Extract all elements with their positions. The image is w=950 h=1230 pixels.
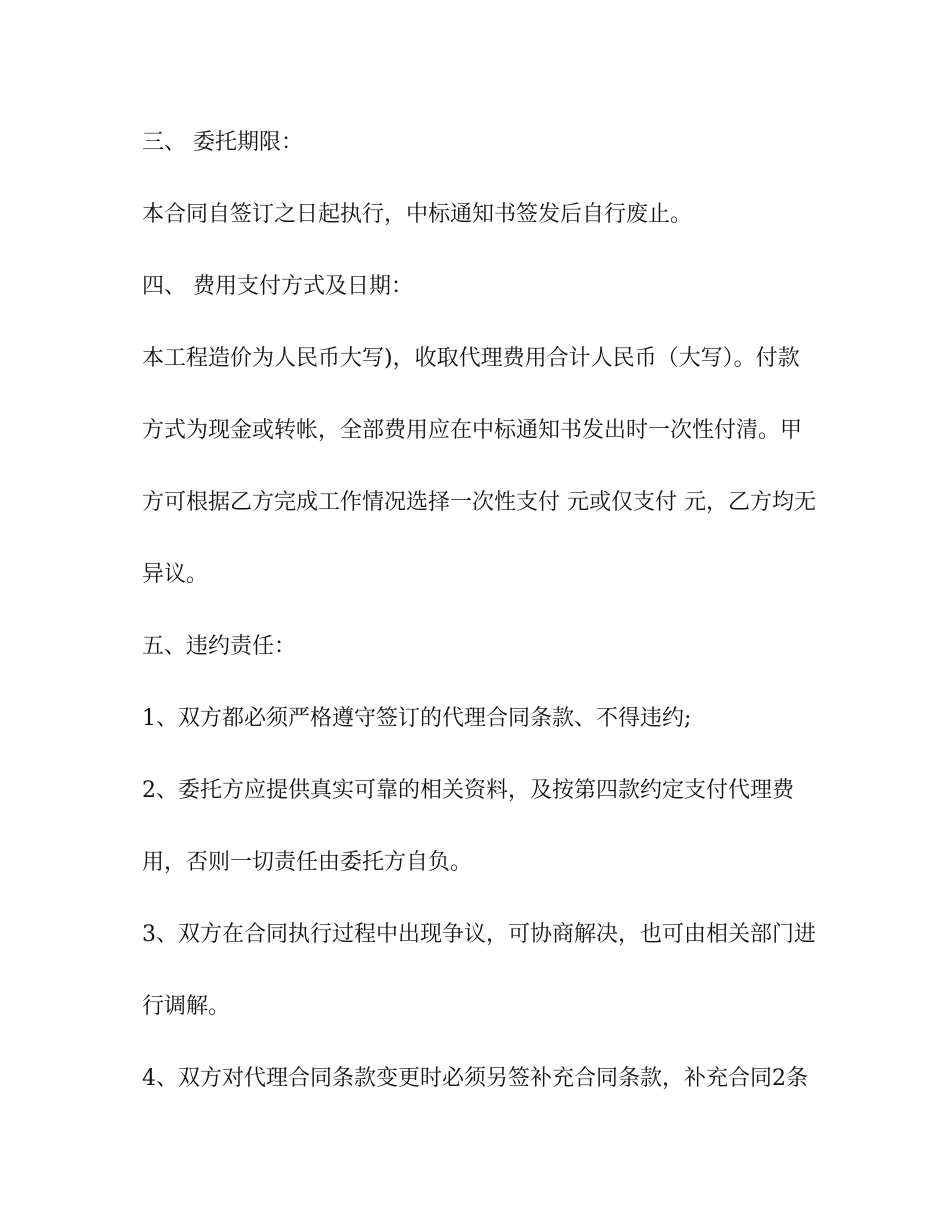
- section-heading-payment: 四、 费用支付方式及日期：: [142, 274, 413, 299]
- paragraph-line: 用，否则一切责任由委托方自负。: [142, 850, 473, 875]
- paragraph-line: 异议。: [142, 562, 209, 587]
- paragraph-line: 方式为现金或转帐，全部费用应在中标通知书发出时一次性付清。甲: [142, 418, 803, 443]
- clause-item: 1、双方都必须严格遵守签订的代理合同条款、不得违约;: [142, 706, 692, 731]
- clause-item: 3、双方在合同执行过程中出现争议，可协商解决，也可由相关部门进: [142, 922, 816, 947]
- clause-item: 4、双方对代理合同条款变更时必须另签补充合同条款，补充合同2条: [142, 1066, 808, 1091]
- section-heading-entrust-period: 三、 委托期限：: [142, 130, 303, 155]
- paragraph-line: 方可根据乙方完成工作情况选择一次性支付 元或仅支付 元，乙方均无: [142, 490, 816, 515]
- clause-item: 2、委托方应提供真实可靠的相关资料，及按第四款约定支付代理费: [142, 778, 794, 803]
- section-heading-breach-liability: 五、违约责任：: [142, 634, 297, 659]
- paragraph-line: 本合同自签订之日起执行，中标通知书签发后自行废止。: [142, 202, 693, 227]
- paragraph-line: 本工程造价为人民币大写)，收取代理费用合计人民币（大写）。付款: [142, 346, 800, 371]
- paragraph-line: 行调解。: [142, 994, 231, 1019]
